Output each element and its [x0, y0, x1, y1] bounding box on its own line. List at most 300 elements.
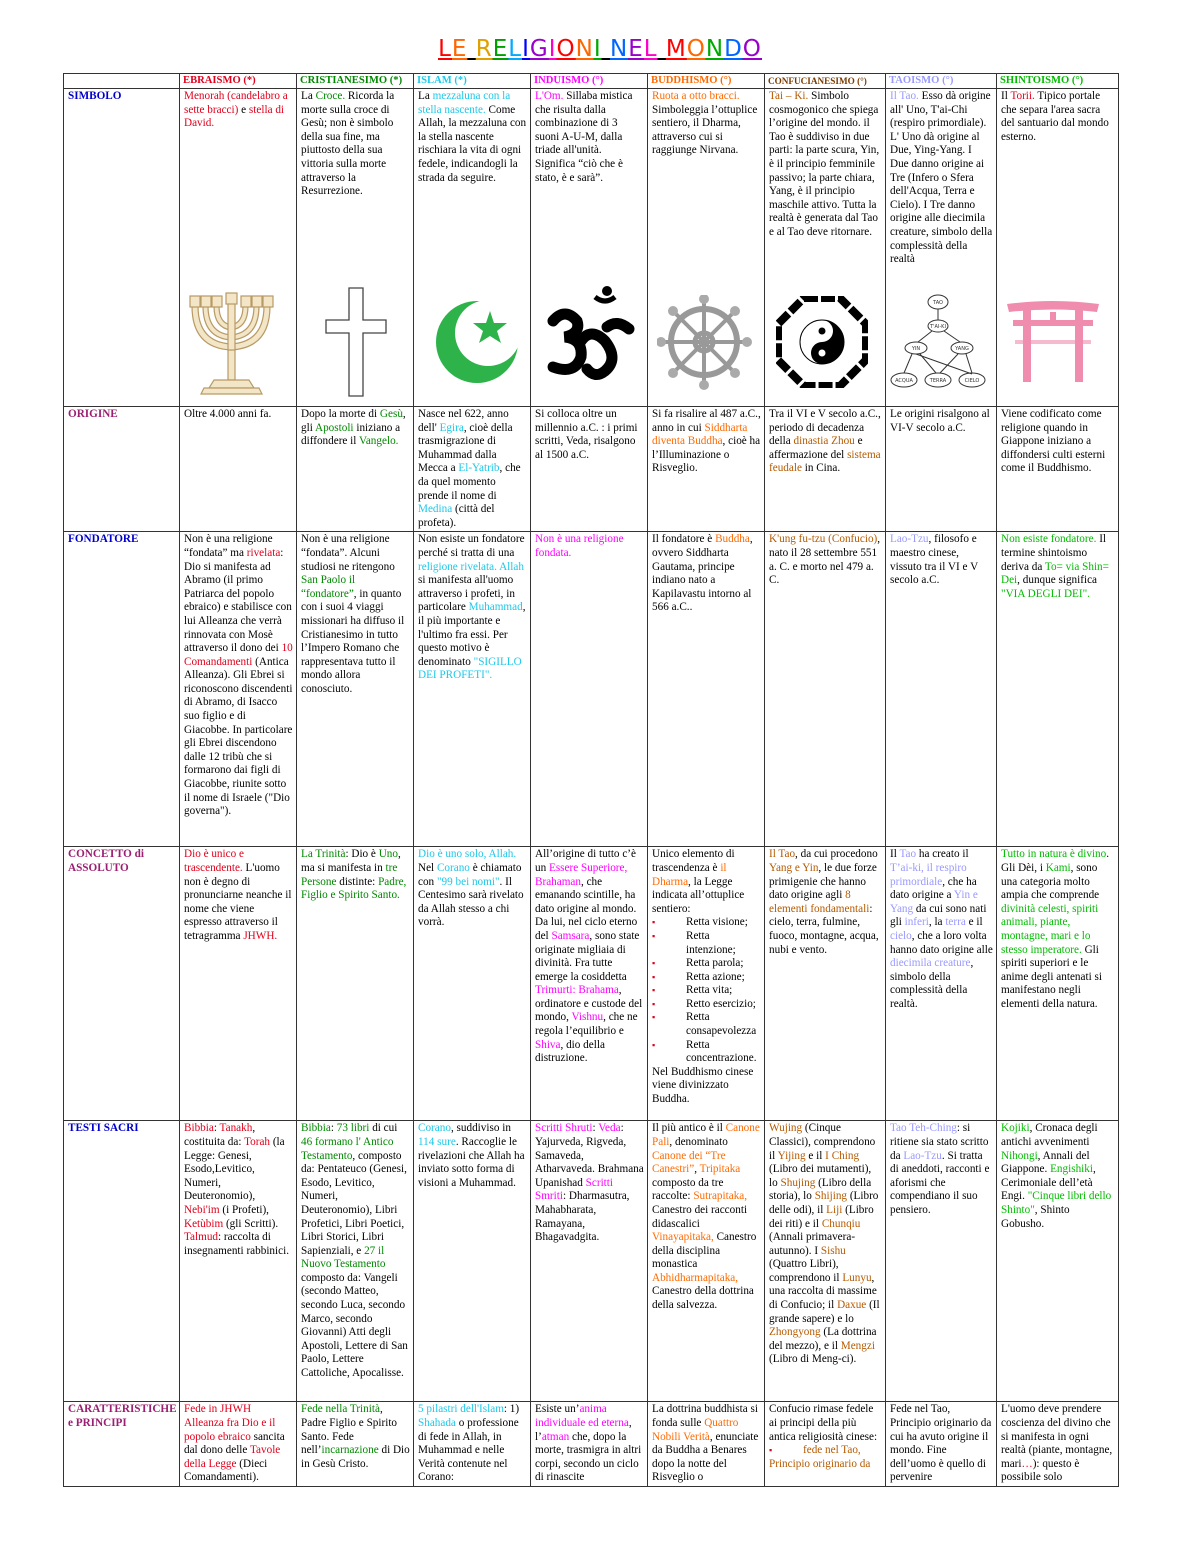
cell-text: Si fa risalire al 487 a.C., anno in cui: [652, 408, 761, 434]
cell-text: Canestro della disciplina monastica: [652, 1231, 757, 1271]
cell-text: ha creato il: [916, 848, 969, 861]
title-letter: R: [475, 36, 493, 62]
cell-text: composto da: Vangeli (secondo Matteo, secondo Luca, secondo Marco, secondo Giovanni) Atti degli Apostoli, Lettere di San Paolo, Lettere Cattoliche, Apocalisse.: [301, 1271, 408, 1380]
cell-text: Ruota a otto bracci.: [652, 90, 740, 102]
cell-text: To= via Shin= Dei: [1001, 560, 1109, 587]
list-item: ▪ Retta visione;: [652, 916, 761, 930]
column-header: INDUISMO (°): [531, 74, 648, 89]
cell-text: :: [330, 1122, 337, 1135]
cell-text: diecimila creature: [890, 957, 971, 970]
cell-text: sistema feudale: [769, 448, 881, 475]
cell-text: Il termine shintoismo deriva da: [1001, 533, 1107, 573]
column-header: ISLAM (*): [414, 74, 531, 89]
cell-text: L'Om.: [535, 90, 564, 102]
cell-text: Canestro dei racconti didascalici: [652, 1203, 748, 1230]
row-caratt: [64, 1402, 1119, 1487]
cell-fondatore: [297, 532, 414, 847]
cell-text: Il Tao: [769, 848, 796, 861]
cell-text: Oltre 4.000 anni fa.: [184, 408, 272, 420]
list-item: ▪ Retta vita;: [652, 984, 761, 998]
cell-fondatore: [997, 532, 1119, 847]
list-item: ▪ fede nel Tao,: [769, 1444, 882, 1458]
cell-text: 8 elementi fondamentali: [769, 889, 870, 915]
cell-origine: [997, 407, 1119, 532]
cell-text: , simbolo della complessità della realtà.: [890, 957, 974, 1010]
cell-text: "SIGILLO DEI PROFETI".: [418, 655, 522, 682]
cell-text: Le origini risalgono al VI-V secolo a.C.: [890, 408, 990, 434]
title-letter: N: [575, 36, 594, 62]
cell-fondatore: [531, 532, 648, 847]
cell-text: Wujing: [769, 1122, 803, 1135]
cell-text: Engishiki: [1050, 1163, 1093, 1176]
cell-text: (Libro della storia), lo: [769, 1176, 872, 1203]
cell-text: "Cinque libri dello Shinto": [1001, 1190, 1112, 1216]
cell-text: Medina: [418, 503, 453, 516]
cell-text: Corano: [436, 861, 470, 874]
cell-text: Gesù: [379, 408, 403, 420]
cell-text: Muhammad: [468, 601, 523, 614]
cell-text: Fede in JHWH Alleanza fra Dio e il popolo ebraico: [184, 1403, 276, 1443]
cell-text: (Libro dei riti) e il: [769, 1203, 874, 1230]
cell-text: Torah: [244, 1135, 271, 1148]
title-letter: L: [438, 36, 452, 62]
cell-text: Ricorda la morte sulla croce di Gesù; non è simbolo della sua fine, ma piuttosto della sua vittoria sulla morte attraverso la Resurrezione.: [301, 90, 395, 198]
cell-text: . Raccoglie le rivelazioni che Allah ha inviato sotto forma di visioni a Muhammad.: [418, 1135, 525, 1189]
cell-text: , ordinatore e custode del mondo,: [535, 984, 643, 1024]
cell-text: Nihongi: [1001, 1149, 1038, 1162]
row-fondatore: [64, 532, 1119, 847]
cell-text: , Cerimoniale dell’età Engi.: [1001, 1163, 1096, 1203]
cell-text: , che da quel momento prende il nome di: [418, 462, 521, 502]
cell-text: 27 il Nuovo Testamento: [301, 1244, 386, 1271]
cell-text: Tao Teh-Ching: [890, 1122, 957, 1135]
cell-text: Shijing: [814, 1190, 848, 1203]
cell-text: 73 libri: [336, 1122, 370, 1135]
cell-text: Yijing: [777, 1149, 806, 1162]
cell-text: sancita dal dono delle: [184, 1430, 285, 1457]
cell-text: Non è una religione fondata.: [535, 533, 624, 559]
cell-testi: [414, 1121, 531, 1402]
cell-concetto: [297, 847, 414, 1121]
cell-text: Quattro Nobili Verità: [652, 1416, 739, 1443]
cell-text: Lao-Tzu: [890, 533, 929, 546]
page-title: [0, 36, 1200, 62]
cell-text: incarnazione: [321, 1444, 379, 1457]
row-testi: [64, 1121, 1119, 1402]
cell-text: Il: [890, 848, 900, 861]
cell-text: stella di David.: [184, 103, 285, 130]
list-item: ▪ Retto esercizio;: [652, 998, 761, 1012]
principles-list: [769, 1444, 882, 1458]
cell-text: : 1): [503, 1403, 520, 1416]
cell-text: , ovvero Siddharta Gautama, principe indiano nato a Kapilavastu intorno al 566 a.C..: [652, 533, 753, 614]
cell-concetto: [886, 847, 997, 1121]
cell-text: Il Tao.: [890, 90, 919, 102]
cell-text: Uno: [378, 848, 398, 861]
cell-origine: [531, 407, 648, 532]
cell-text: I Ching: [825, 1149, 860, 1162]
title-letter: O: [686, 36, 706, 62]
cell-text: e il: [965, 916, 983, 929]
cell-text: tre Persone: [301, 861, 398, 888]
cell-concetto: [648, 847, 765, 1121]
cell-fondatore: [648, 532, 765, 847]
cell-text: da cui sono nati gli: [890, 902, 987, 929]
title-letter: E: [628, 36, 644, 62]
cell-text: distinte:: [336, 875, 379, 888]
title-letter: D: [724, 36, 743, 62]
cell-text: : si ritiene sia stato scritto da: [890, 1122, 989, 1162]
cell-text: La: [301, 90, 316, 102]
cell-text: Zhongyong: [769, 1326, 821, 1339]
cell-text: 5 pilastri dell'Islam: [418, 1403, 504, 1416]
column-header: [64, 74, 180, 89]
cell-text: Tripitaka: [699, 1163, 741, 1176]
row-label: CARATTERISTICHE e PRINCIPI: [64, 1402, 180, 1487]
cell-text: Yang e Yin: [769, 861, 819, 874]
cell-text: Canone Pali: [652, 1122, 760, 1148]
cell-text: El-Yatrib: [458, 462, 500, 475]
cell-text: (Annali primavera-autunno). I: [769, 1231, 856, 1257]
cell-text: All’origine di tutto c’è un: [535, 848, 636, 874]
cell-text: Il fondatore è: [652, 533, 716, 546]
menorah-icon: [184, 288, 279, 398]
cell-text: 10 Comandamenti: [184, 642, 293, 668]
cell-text: Esiste un’: [535, 1403, 580, 1416]
title-letter: [467, 36, 475, 62]
cell-text: Tipico portale che separa l'area sacra del santuario dal mondo esterno.: [1001, 90, 1109, 143]
cell-origine: [297, 407, 414, 532]
column-header: CONFUCIANESIMO (°): [765, 74, 886, 89]
title-letter: [602, 36, 610, 62]
cell-text: Dio è uno solo, Allah.: [418, 848, 517, 861]
cell-text: Vangelo.: [359, 435, 399, 448]
cell-text: Non è una religione “fondata” ma: [184, 533, 273, 559]
cell-text: , cioè ha l’Illuminazione o Risveglio.: [652, 435, 761, 475]
cell-text: , una raccolta di massime di Confucio; il: [769, 1271, 877, 1312]
cell-text: Si colloca oltre un millennio a.C. : i primi scritti, Veda, risalgono al 1500 a.C.: [535, 408, 638, 461]
row-concetto: [64, 847, 1119, 1121]
cell-text: (Cinque Classici), comprendono il: [769, 1122, 876, 1162]
cell-text: Tai – Ki.: [769, 90, 809, 102]
cell-text: e affermazione del: [769, 435, 863, 461]
cell-text: ): questo è possibile solo: [1001, 1457, 1080, 1484]
cell-testi: [997, 1121, 1119, 1402]
cell-text: L'uomo non è degno di pronunciarne neanche il nome che viene espresso attraverso il tetragramma: [184, 861, 292, 942]
column-header: BUDDHISMO (°): [648, 74, 765, 89]
cell-text: Simbolo cosmogonico che spiega l’origine del mondo. il Tao è suddiviso in due parti: la parte scura, Yin, è il principio femminile passivo; la parte chiara, Yang, è il principio maschile attivo. Tutta la realtà è generata dal Tao e al Tao deve ritornare.: [769, 90, 880, 238]
cell-text: Ketùbim: [184, 1217, 224, 1230]
cell-origine: [886, 407, 997, 532]
list-item: ▪ Retta concentrazione.: [652, 1039, 761, 1066]
cell-text: , da cui procedono: [795, 848, 878, 861]
cell-text: "VIA DEGLI DEI".: [1001, 587, 1090, 600]
cell-text: Sillaba mistica che risulta dalla combinazione di 3 suoni A-U-M, dalla triade all'unità. Significa “ciò che è stato, è e sarà”.: [535, 90, 633, 184]
title-letter: O: [742, 36, 762, 62]
cell-text: Tao: [899, 848, 917, 861]
cell-text: Come Allah, la mezzaluna con la stella nascente rischiara la vita di ogni fedele, indicandogli la strada da seguire.: [418, 103, 527, 184]
cell-text: Torii.: [1010, 90, 1035, 102]
cell-caratt: [648, 1402, 765, 1487]
cell-text: Buddha: [715, 533, 750, 546]
cell-text: , nato il 28 settembre 551 a. C. e morto nel 479 a. C.: [769, 533, 881, 587]
cell-text: , che a loro volta hanno dato origine alle: [890, 929, 993, 956]
title-letter: G: [529, 36, 549, 62]
column-header: TAOISMO (°): [886, 74, 997, 89]
cell-text: Nel Buddhismo cinese viene divinizzato Buddha.: [652, 1065, 754, 1106]
cell-fondatore: [180, 532, 297, 847]
cell-testi: [180, 1121, 297, 1402]
cell-text: Tutto in natura è divino: [1001, 848, 1107, 861]
cell-text: : Yajurveda, Rigveda, Samaveda, Atharvaveda. Brahmana Upanishad: [535, 1122, 644, 1189]
title-letter: O: [556, 36, 576, 62]
cell-text: Allah: [499, 560, 524, 573]
cell-text: Yin e Yang: [890, 889, 978, 915]
cell-text: Nebi'im: [184, 1203, 220, 1216]
svg-text:TERRA: TERRA: [929, 378, 947, 384]
cell-caratt: [531, 1402, 648, 1487]
cell-text: si manifesta all'uomo attraverso i profeti, in particolare: [418, 574, 515, 614]
cell-text: T’ai-ki, il respiro primordiale: [890, 861, 967, 888]
svg-text:YANG: YANG: [955, 346, 969, 352]
header-row: [64, 74, 1119, 89]
cell-origine: [648, 407, 765, 532]
cell-text: o professione di fede in Allah, in Muhammad e nelle Verità contenute nel Corano:: [418, 1416, 519, 1484]
column-header: CRISTIANESIMO (*): [297, 74, 414, 89]
row-label: TESTI SACRI: [64, 1121, 180, 1402]
cell-testi: [297, 1121, 414, 1402]
svg-text:TAO: TAO: [933, 300, 943, 306]
cell-text: è chiamato con: [418, 861, 522, 888]
title-letter: E: [451, 36, 468, 62]
list-item: ▪ Retta consapevolezza: [652, 1011, 761, 1038]
svg-text:CIELO: CIELO: [964, 378, 980, 384]
cell-text: Bibbia: [184, 1122, 214, 1135]
cell-text: K'ung fu-tzu (Confucio): [769, 533, 878, 546]
cell-text: : cielo, terra, fulmine, fuoco, montagne, acqua, nubi e vento.: [769, 902, 879, 956]
cell-text: , sono una categoria molto ampia che comprende: [1001, 861, 1100, 902]
cell-text: atman: [541, 1430, 570, 1443]
cell-caratt: [180, 1402, 297, 1487]
cell-text: Sutrapitaka,: [693, 1190, 748, 1203]
cell-text: San Paolo il “fondatore”: [301, 574, 356, 600]
cell-text: Fede nella Trinità: [301, 1403, 380, 1416]
dharma-wheel-icon: [657, 295, 752, 390]
column-header: SHINTOISMO (°): [997, 74, 1119, 89]
cell-text: 114 sure: [418, 1135, 456, 1148]
cell-text: Esso dà origine all' Uno, T'ai-Chi (respiro primordiale). L' Uno dà origine al Due, Ying-Yang. I Due danno origine ai Tre (Infero o Sfera dell'Acqua, Terra e Cielo). I Tre danno origine alle diecimila creature, simbolo della complessità della realtà: [890, 90, 993, 266]
cell-text: Vinayapitaka,: [652, 1231, 714, 1244]
cell-text: , Annali del Giappone.: [1001, 1149, 1090, 1176]
cell-text: , Padre Figlio e Spirito Santo. Fede nell’: [301, 1403, 398, 1457]
cell-text: Kami: [1045, 861, 1071, 874]
svg-text:T'AI-KI: T'AI-KI: [930, 324, 946, 330]
cell-text: Samsara: [551, 929, 590, 942]
cell-testi: [886, 1121, 997, 1402]
cell-concetto: [531, 847, 648, 1121]
title-letter: E: [492, 36, 509, 62]
cell-text: Siddharta diventa Buddha: [652, 421, 748, 448]
cell-caratt: [886, 1402, 997, 1487]
cell-text: Sishu: [820, 1244, 846, 1257]
cell-text: dinastia Zhou: [793, 435, 855, 448]
cell-text: Lunyu: [842, 1271, 872, 1284]
cell-text: , le due forze primigenie che hanno dato origine agli: [769, 861, 877, 902]
cell-text: Non esiste un fondatore perché si tratta di una: [418, 533, 525, 559]
cell-text: 46 formano l' Antico Testamento: [301, 1135, 394, 1162]
cell-text: (Quattro Libri), comprendono il: [769, 1258, 843, 1284]
cell-text: "99 bei nomi": [436, 875, 500, 888]
cell-text: Croce.: [315, 90, 346, 102]
cell-text: . Il Centesimo sarà rivelato da Allah stesso a chi vorrà.: [418, 875, 524, 929]
cross-icon: [322, 286, 390, 398]
cell-text: Padre, Figlio e Spirito Santo.: [301, 875, 407, 902]
title-letter: N: [609, 36, 629, 62]
cell-text: , costituita da:: [184, 1122, 256, 1148]
cell-text: Apostoli: [315, 421, 354, 434]
cell-text: Menorah (candelabro a sette bracci): [184, 90, 288, 116]
eightfold-path-list: [652, 916, 761, 1066]
cell-caratt: [414, 1402, 531, 1487]
cell-text: La Trinità: [301, 848, 346, 861]
row-origine: [64, 407, 1119, 532]
row-label: ORIGINE: [64, 407, 180, 532]
cell-text: divinità celesti, spiriti animali, piante, montagne, mari e lo stesso imperatore.: [1001, 902, 1099, 956]
cell-text: Tavole della Legge: [184, 1444, 281, 1470]
cell-caratt: [297, 1402, 414, 1487]
cell-text: Talmud: [184, 1231, 219, 1244]
cell-text: di Dio in Gesù Cristo.: [301, 1444, 410, 1470]
cell-text: , dunque significa: [1017, 574, 1098, 587]
list-item: ▪ Retta parola;: [652, 957, 761, 971]
cell-text: Kojiki: [1001, 1122, 1030, 1135]
cell-text: Unico elemento di trascendenza è: [652, 848, 735, 874]
cell-text: iniziano a diffondere il: [301, 421, 401, 448]
cell-text: Liji: [826, 1203, 843, 1216]
cell-text: , cioè della trasmigrazione di Muhammad dalla Mecca a: [418, 421, 513, 475]
title-letter: L: [508, 36, 523, 62]
cell-text: , denominato: [669, 1135, 728, 1148]
cell-text: , il più importante e l'ultimo fra essi. Per questo motivo è denominato: [418, 601, 526, 668]
title-letter: L: [643, 36, 658, 62]
crescent-star-icon: [430, 295, 525, 390]
cell-text: Trimurti: Brahama: [535, 984, 619, 997]
cell-text: Confucio rimase fedele ai principi della più antica religiosità cinese:: [769, 1403, 878, 1443]
cell-text: La: [418, 90, 433, 102]
cell-concetto: [765, 847, 886, 1121]
list-item: ▪ Retta azione;: [652, 971, 761, 985]
cell-text: Daxue: [837, 1299, 867, 1312]
tao-diagram-icon: [888, 290, 992, 394]
svg-text:ACQUA: ACQUA: [895, 378, 913, 384]
cell-text: cielo: [890, 929, 912, 942]
cell-text: Canestro della dottrina della salvezza.: [652, 1285, 754, 1312]
om-icon: [535, 283, 643, 391]
cell-text: Egira: [439, 421, 464, 434]
cell-text: : Dharmasutra, Mahabharata, Ramayana, Bhagavadgita.: [535, 1190, 630, 1244]
cell-text: : Dio si manifesta ad Abramo (il primo Patriarca del popolo ebraico) e stabilisce con lui Alleanza che verrà rinnovata con Mosè attraverso il dono dei: [184, 546, 292, 655]
cell-text: , suddiviso in: [450, 1122, 511, 1135]
cell-text: (Il grande sapere) e lo: [769, 1299, 880, 1325]
cell-text: . Gli Dèi, i: [1001, 848, 1110, 874]
cell-text: , dio della distruzione.: [535, 1038, 605, 1065]
cell-fondatore: [886, 532, 997, 847]
cell-text: Scritti Shruti: [535, 1122, 593, 1135]
title-letter: N: [705, 36, 725, 62]
cell-text: (Dieci Comandamenti).: [184, 1457, 268, 1484]
cell-text: e il: [805, 1149, 826, 1162]
cell-text: (i Profeti),: [219, 1203, 269, 1216]
torii-icon: [1005, 300, 1101, 384]
cell-text: che, dopo la morte, trasmigra in altri corpi, secondo un ciclo di rinascite: [535, 1430, 642, 1484]
cell-testi: [648, 1121, 765, 1402]
cell-text: Scritti Smriti: [535, 1176, 614, 1203]
cell-text: Vishnu: [571, 1011, 604, 1024]
cell-text: e: [238, 103, 249, 116]
cell-text: :: [592, 1122, 599, 1135]
cell-text: , in quanto con i suoi 4 viaggi missionari ha diffuso il Cristianesimo in tutto l’Impero Romano che rappresentava tutto il mondo allora conosciuto.: [301, 587, 405, 695]
cell-text: La dottrina buddhista si fonda sulle: [652, 1403, 758, 1429]
cell-text: , Shinto Gobusho.: [1001, 1203, 1070, 1230]
cell-fondatore: [414, 532, 531, 847]
cell-origine: [765, 407, 886, 532]
cell-text: Nel: [418, 861, 437, 874]
cell-text: Viene codificato come religione quando in Giappone iniziano a diffondersi culti esterni come il Buddhismo.: [1001, 408, 1106, 475]
cell-text: , l’: [535, 1416, 632, 1443]
cell-text: , sono state originate migliaia di divinità. Fra tutte emerge la cosiddetta: [535, 929, 640, 983]
cell-text: Veda: [598, 1122, 621, 1135]
cell-concetto: [414, 847, 531, 1121]
cell-text: mezzaluna con la stella nascente.: [418, 90, 511, 116]
cell-origine: [180, 407, 297, 532]
cell-origine: [414, 407, 531, 532]
cell-text: Bibbia: [301, 1122, 331, 1135]
cell-text: : raccolta di insegnamenti rabbinici.: [184, 1231, 290, 1257]
cell-text: anima individuale ed eterna: [535, 1403, 629, 1429]
cell-text: religione rivelata.: [418, 560, 497, 573]
cell-text: Shiva: [535, 1038, 561, 1051]
row-label: CONCETTO di ASSOLUTO: [64, 847, 180, 1121]
cell-text: Simboleggia l’ottuplice sentiero, il Dharma, attraverso cui si raggiunge Nirvana.: [652, 103, 758, 157]
cell-text: Fede nel Tao, Principio originario da cui ha avuto origine il mondo. Fine dell’uomo è quello di pervenire: [890, 1403, 992, 1484]
cell-text: …: [1021, 1457, 1033, 1470]
cell-text: Abhidharmapitaka,: [652, 1271, 739, 1284]
column-header: EBRAISMO (*): [180, 74, 297, 89]
cell-text: Canone dei “Tre Canestri”: [652, 1149, 726, 1176]
cell-text: Non esiste fondatore.: [1001, 533, 1097, 546]
cell-text: Dio è unico e trascendente.: [184, 848, 244, 874]
cell-text: Gli spiriti superiori e le anime degli antenati si manifestano negli elementi della natura.: [1001, 943, 1102, 1010]
cell-text: , filosofo e maestro cinese, vissuto tra il VI e V secolo a.C.: [890, 533, 978, 587]
cell-text: Corano: [418, 1122, 451, 1135]
cell-text: (Libro dei mutamenti), lo: [769, 1163, 872, 1189]
cell-text: , che ha dato origine a: [890, 875, 977, 902]
cell-text: (gli Scritti).: [223, 1217, 279, 1230]
cell-text: , che ne regola l’equilibrio e: [535, 1011, 638, 1038]
cell-text: (Antica Alleanza). Gli Ebrei si riconoscono discendenti di Abramo, di Isacco suo figlio e di Giacobbe. In particolare gli Ebrei discendono dalle 12 tribù che si formarono dai figli di Giacobbe, riunite sotto il nome di Israele ("Dio governa").: [184, 655, 293, 818]
cell-text: il Dharma: [652, 861, 727, 888]
cell-text: Non è una religione “fondata”. Alcuni studiosi ne ritengono: [301, 533, 395, 573]
title-letter: I: [593, 36, 602, 62]
cell-testi: [531, 1121, 648, 1402]
cell-text: , la: [928, 916, 946, 929]
cell-text: Tanakh: [219, 1122, 253, 1135]
row-label: FONDATORE: [64, 532, 180, 847]
cell-text: (la Legge: Genesi, Esodo,Levitico, Numeri, Deuteronomio),: [184, 1135, 285, 1203]
cell-text: JHWH.: [243, 929, 278, 942]
cell-text: Mengzi: [840, 1339, 875, 1352]
cell-text: Lao-Tzu: [903, 1149, 942, 1162]
